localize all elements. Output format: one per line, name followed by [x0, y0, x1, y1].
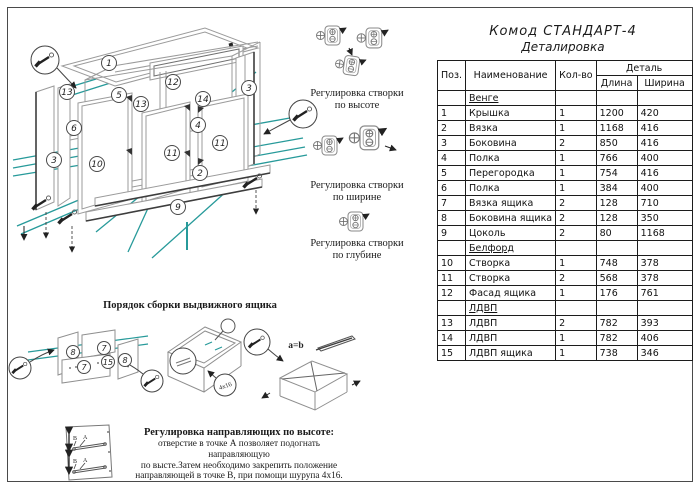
callout-number: 9	[175, 203, 181, 214]
part-row: 15 ЛДВП ящика 1 738 346	[438, 346, 693, 361]
header-name: Наименование	[466, 61, 556, 91]
diagonal-equal-label: a=b	[288, 341, 304, 351]
callout-number: 4	[195, 121, 201, 132]
drawer-assembly	[9, 319, 360, 410]
parts-table	[437, 60, 693, 361]
header-pos: Поз.	[438, 61, 466, 91]
part-row: 10 Створка 1 748 378	[438, 256, 693, 271]
group-row	[438, 91, 693, 106]
header-length: Длина	[596, 76, 637, 91]
group-label: Венге	[469, 92, 499, 104]
header-width: Ширина	[637, 76, 692, 91]
callout-number: 6	[71, 124, 77, 135]
part-row: 11 Створка 2 568 378	[438, 271, 693, 286]
group-row	[438, 301, 693, 316]
part-row: 14 ЛДВП 1 782 406	[438, 331, 693, 346]
callout-number: 7	[81, 362, 87, 372]
callout-number: 2	[197, 169, 203, 180]
doc-subtitle: Деталировка	[521, 40, 605, 54]
part-row: 8 Боковина ящика 2 128 350	[438, 211, 693, 226]
callout-number: 11	[166, 149, 178, 160]
left-side-panels	[36, 84, 70, 210]
part-row: 7 Вязка ящика 2 128 710	[438, 196, 693, 211]
point-b-label: В	[73, 436, 78, 442]
group-label: Белфорд	[469, 242, 514, 254]
point-b-label: В	[73, 459, 78, 465]
screw-size-label: 4x16	[218, 380, 233, 392]
callout-number: 3	[51, 156, 57, 167]
table-header-row	[438, 61, 693, 76]
part-row: 6 Полка 1 384 400	[438, 181, 693, 196]
callout-number: 15	[102, 357, 114, 367]
hinge-caption-width: Регулировка створки по ширине	[310, 180, 404, 203]
callout-number: 13	[135, 100, 147, 111]
rail-note: Регулировка направляющих по высоте: отверстие в точке А позволяет подогнать направляющую по высте.Затем необходимо закрепить положение направляющей в точке В, при помощи шурупа 4х16.	[128, 427, 350, 482]
callout-number: 13	[61, 88, 73, 99]
rail-note-figure	[66, 425, 112, 480]
part-row: 13 ЛДВП 2 782 393	[438, 316, 693, 331]
drawer-square-check	[244, 329, 360, 410]
callout-number: 8	[70, 347, 76, 357]
callout-number: 8	[122, 355, 128, 365]
drawer-section-title: Порядок сборки выдвижного ящика	[103, 300, 277, 311]
part-row: 2 Вязка 1 1168 416	[438, 121, 693, 136]
callout-number: 1	[106, 59, 112, 70]
callout-number: 11	[214, 139, 226, 150]
part-row: 4 Полка 1 766 400	[438, 151, 693, 166]
callout-number: 12	[167, 78, 179, 89]
hinge-caption-height: Регулировка створки по высоте	[310, 88, 404, 111]
part-row: 12 Фасад ящика 1 176 761	[438, 286, 693, 301]
part-row: 9 Цоколь 2 80 1168	[438, 226, 693, 241]
group-label: ЛДВП	[469, 302, 498, 314]
header-qty: Кол-во	[556, 61, 596, 91]
part-row: 5 Перегородка 1 754 416	[438, 166, 693, 181]
group-row	[438, 241, 693, 256]
part-row: 1 Крышка 1 1200 420	[438, 106, 693, 121]
callout-number: 3	[246, 84, 252, 95]
rail-note-title: Регулировка направляющих по высоте:	[144, 427, 334, 438]
parts-table-body	[438, 91, 693, 361]
callout-number: 7	[101, 343, 107, 353]
callout-number: 14	[197, 95, 209, 106]
callout-number: 10	[91, 160, 103, 171]
point-a-label: А	[83, 458, 88, 464]
header-detail: Деталь	[596, 61, 692, 76]
point-a-label: А	[83, 435, 88, 441]
part-row: 3 Боковина 2 850 416	[438, 136, 693, 151]
callout-number: 5	[116, 91, 122, 102]
drawer-assembled	[168, 319, 241, 396]
hinge-caption-depth: Регулировка створки по глубине	[310, 238, 404, 261]
doc-title: Комод СТАНДАРТ-4	[489, 24, 637, 39]
exploded-view	[13, 28, 317, 258]
title-block	[437, 24, 689, 54]
